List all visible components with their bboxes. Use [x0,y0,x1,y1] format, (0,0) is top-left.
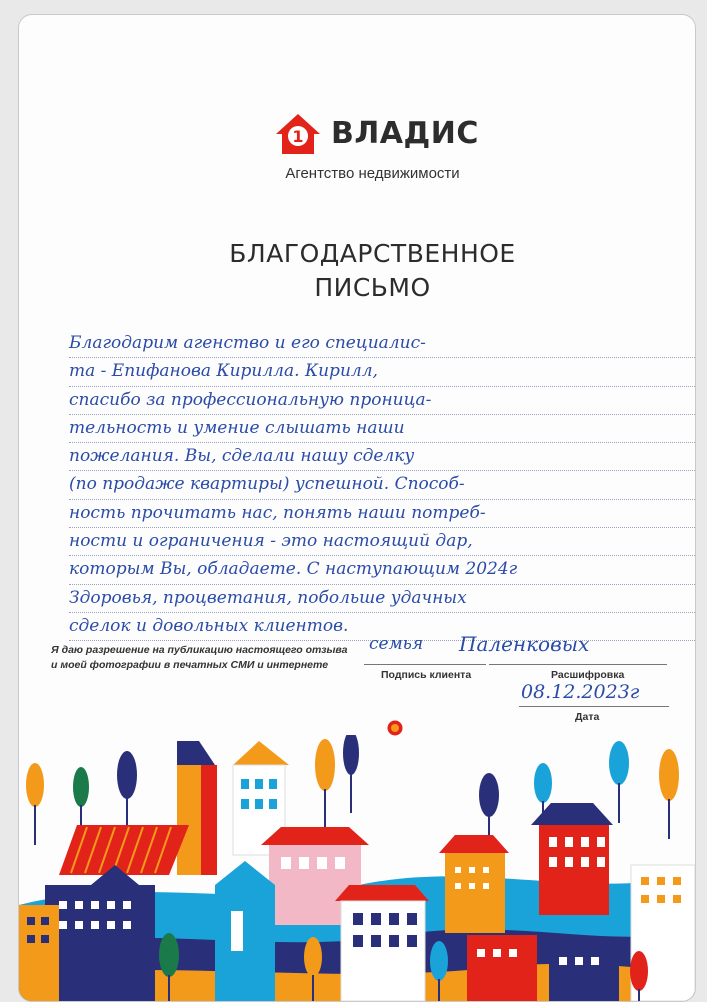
letter-line: та - Епифанова Кирилла. Кирилл, [69,358,696,386]
publication-consent [51,643,381,673]
document-title [19,237,696,305]
date-value: 08.12.2023г [521,681,640,703]
letter-line: ность прочитать нас, понять наши потреб- [69,500,696,528]
signature-value: семья [369,634,424,654]
brand-name: ВЛАДИС [331,116,479,151]
decoding-value: Паленковых [459,632,590,656]
title-line-2: ПИСЬМО [314,273,431,302]
letter-line: пожелания. Вы, сделали нашу сделку [69,443,696,471]
letter-line: которым Вы, обладаете. С наступающим 2024г [69,556,696,584]
letter-line: Благодарим агенство и его специалис- [69,330,696,358]
consent-line-1: Я даю разрешение на публикацию настоящего отзыва [51,644,348,656]
title-line-1: БЛАГОДАРСТВЕННОЕ [229,239,516,268]
signature-line [364,663,486,665]
letter-line: сделок и довольных клиентов. [69,613,696,641]
signature-caption: Подпись клиента [381,669,472,681]
letter-line: (по продаже квартиры) успешной. Способ- [69,471,696,499]
handwritten-letter [69,330,696,641]
date-caption: Дата [575,711,600,723]
decoding-caption: Расшифровка [551,669,625,681]
brand-tagline: Агентство недвижимости [285,165,460,182]
logo-digit: 1 [292,127,304,146]
consent-line-2: и моей фотографии в печатных СМИ и интернете [51,659,329,671]
house-logo-icon [274,112,322,156]
date-line [519,705,669,707]
letter-line: тельность и умение слышать наши [69,415,696,443]
letter-sheet [18,14,696,1002]
red-seal-icon [387,720,403,736]
letter-line: Здоровья, процветания, побольше удачных [69,585,696,613]
decoding-line [489,663,667,665]
city-houses-illustration [19,735,695,1001]
brand-logo [274,112,494,154]
letter-line: ности и ограничения - это настоящий дар, [69,528,696,556]
letter-line: спасибо за профессиональную проница- [69,387,696,415]
